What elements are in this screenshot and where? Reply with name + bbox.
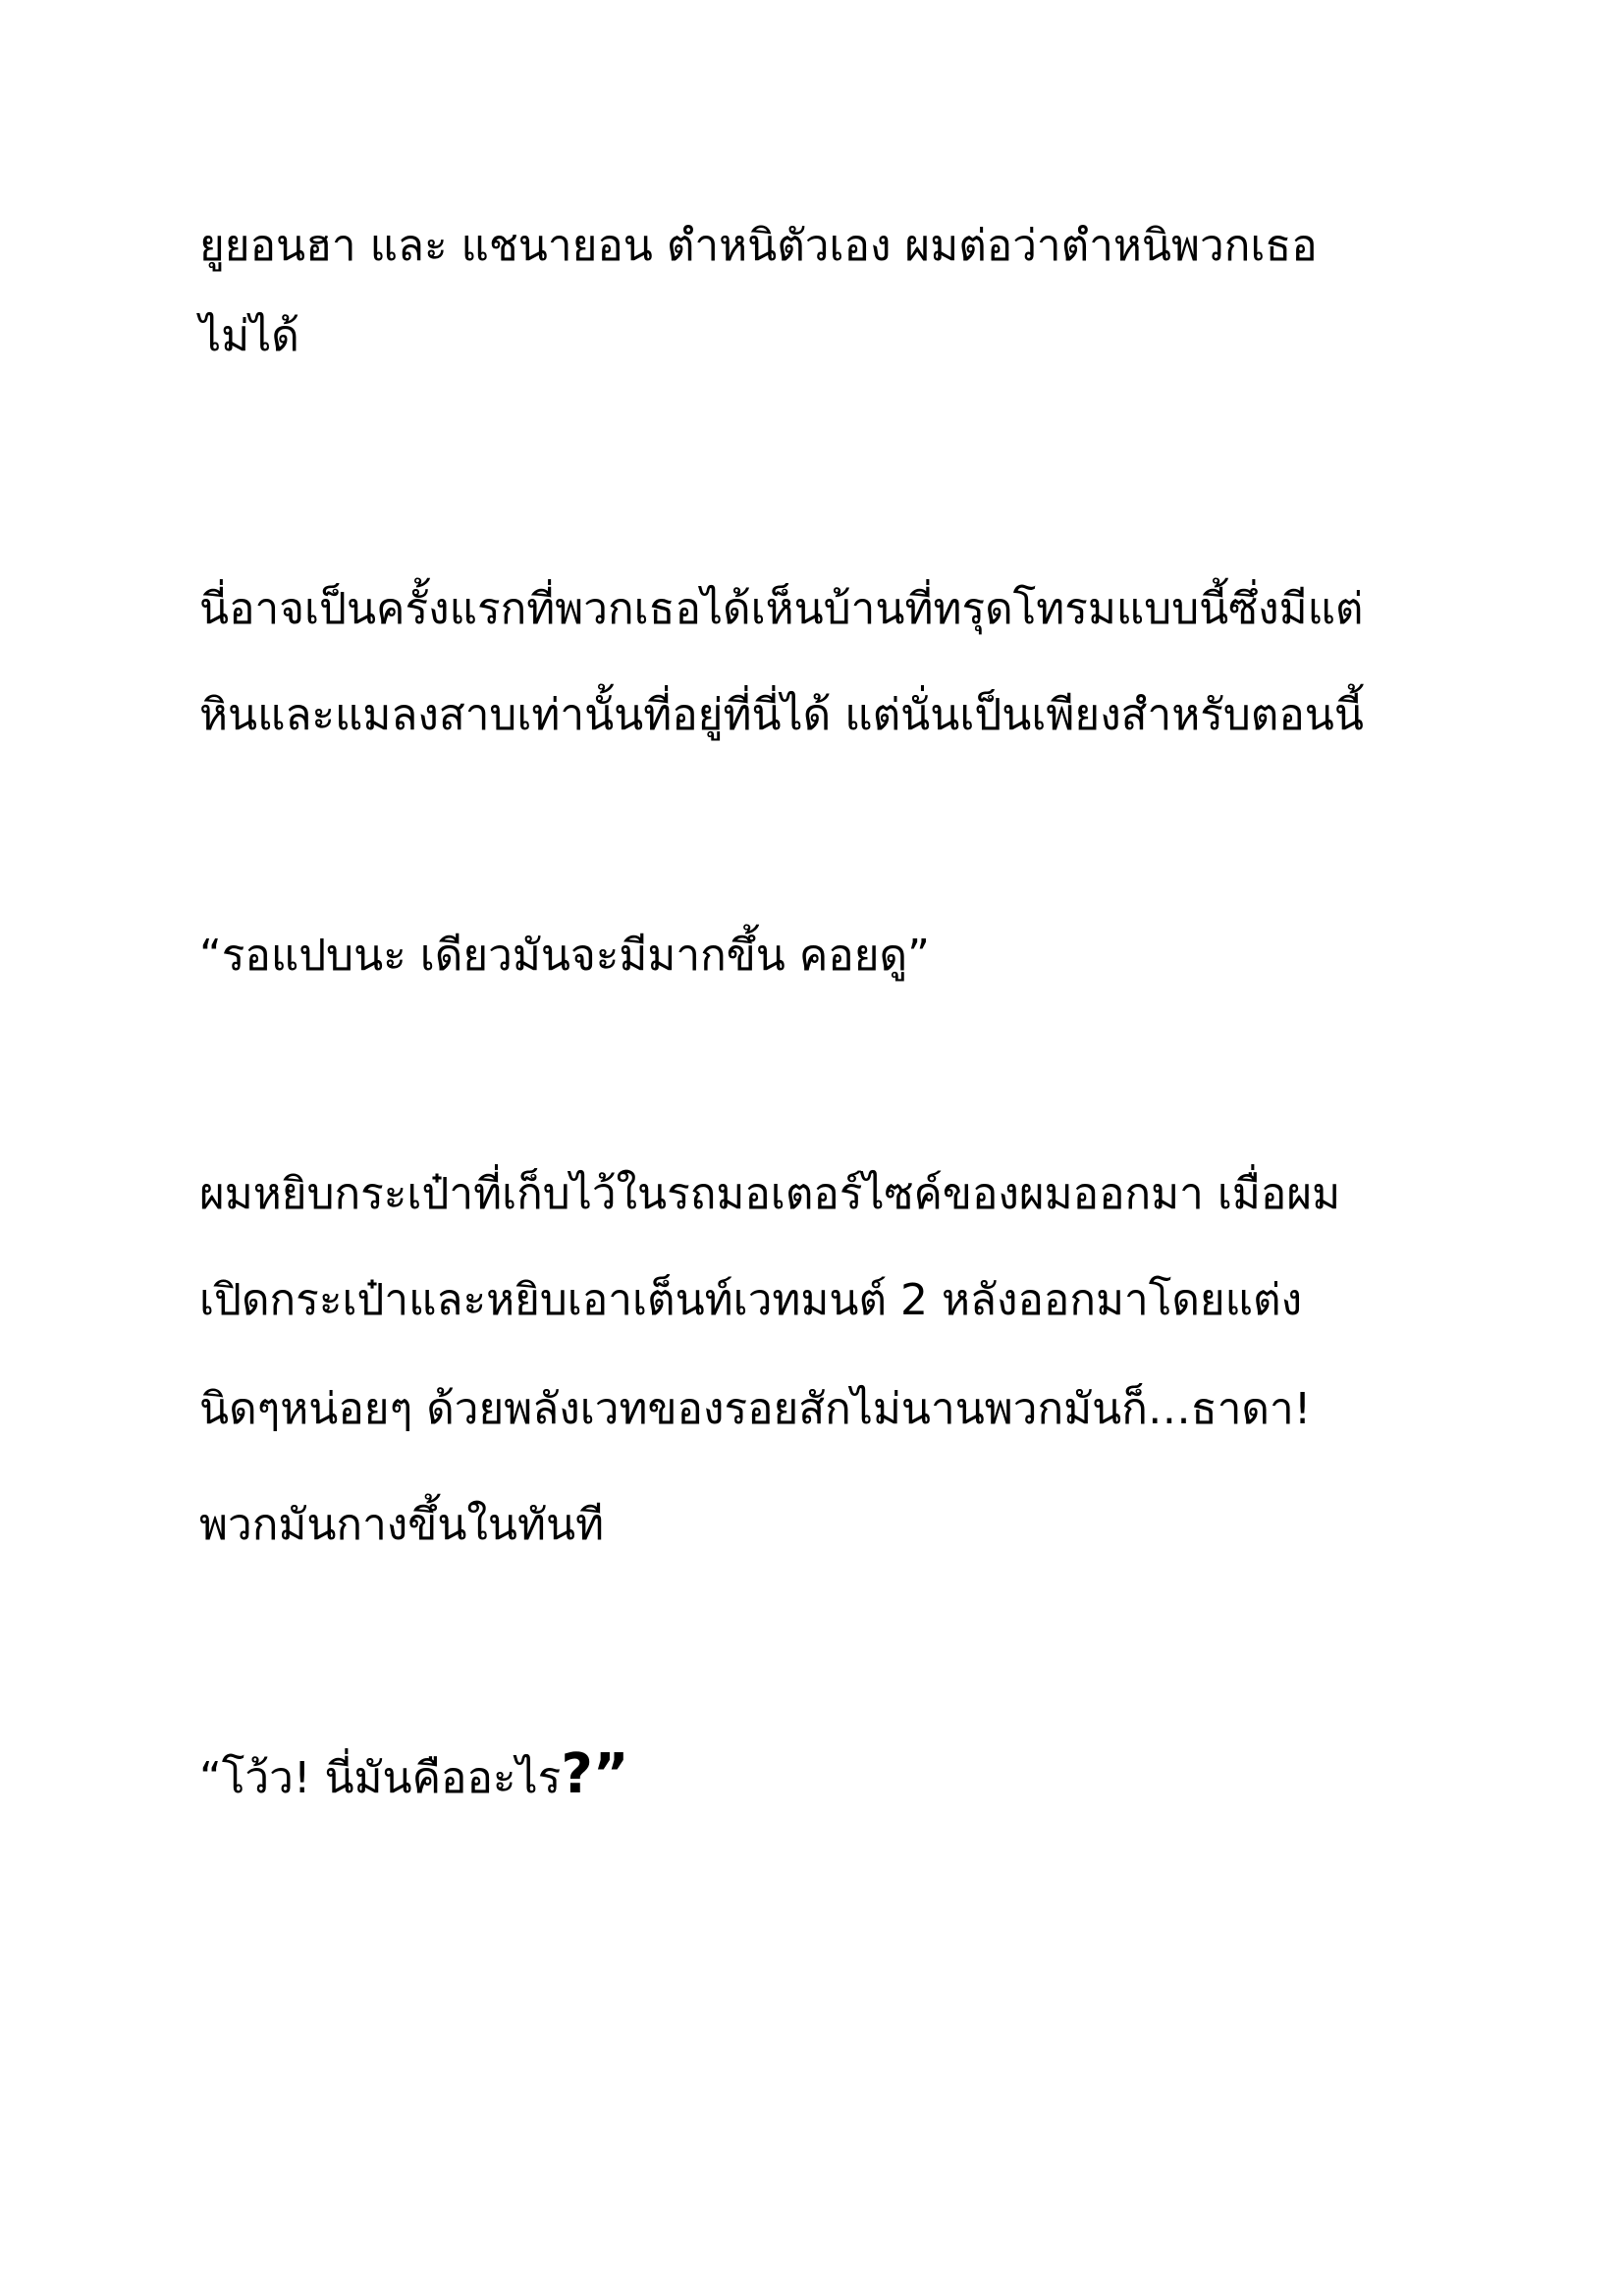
- paragraph-2-line-2: หินและแมลงสาบเท่านั้นที่อยู่ที่นี่ได้ แต่นั่นเป็นเพียงสำหรับตอนนี้: [199, 690, 1364, 740]
- paragraph-4-line-1: ผมหยิบกระเป๋าที่เก็บไว้ในรถมอเตอร์ไซค์ของผมออกมา เมื่อผม: [199, 1169, 1341, 1219]
- paragraph-5-line-1: [199, 1739, 629, 1811]
- paragraph-4-line-3: นิดๆหน่อยๆ ด้วยพลังเวทของรอยสักไม่นานพวกมันก็…ธาดา!: [199, 1384, 1312, 1434]
- paragraph-1-line-2: ไม่ได้: [199, 311, 299, 361]
- paragraph-3-line-1: “รอแปบนะ เดียวมันจะมีมากขึ้น คอยดู”: [199, 931, 930, 981]
- paragraph-5-text: “โว้ว! นี่มันคืออะไร: [199, 1753, 562, 1803]
- paragraph-1-line-1: ยูยอนฮา และ แชนายอน ตำหนิตัวเอง ผมต่อว่าตำหนิพวกเธอ: [199, 221, 1318, 271]
- paragraph-4-line-2: เปิดกระเป๋าและหยิบเอาเต็นท์เวทมนต์ 2 หลังออกมาโดยแต่ง: [199, 1275, 1303, 1325]
- paragraph-2-line-1: นี่อาจเป็นครั้งแรกที่พวกเธอได้เห็นบ้านที่ทรุดโทรมแบบนี้ซึ่งมีแต่: [199, 584, 1364, 634]
- paragraph-5-ending: ?”: [561, 1742, 629, 1806]
- paragraph-4-line-4: พวกมันกางขึ้นในทันที: [199, 1500, 605, 1550]
